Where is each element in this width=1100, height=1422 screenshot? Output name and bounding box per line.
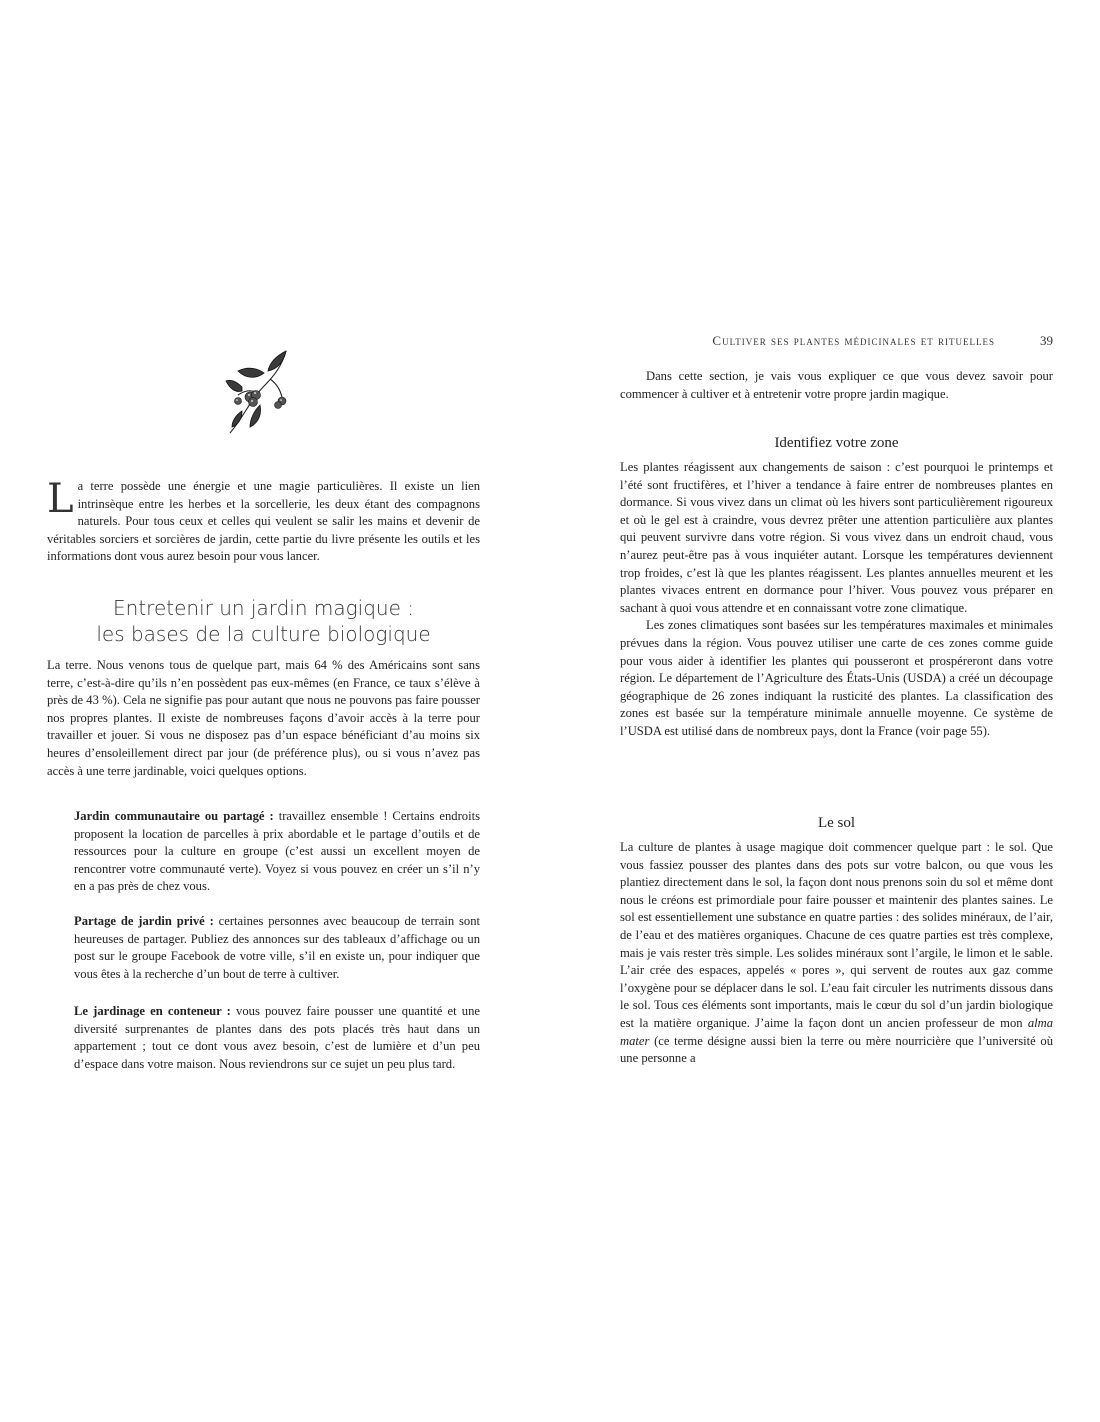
body-text-left	[47, 657, 480, 780]
raspberry-branch-illustration	[220, 345, 292, 437]
soil-heading: Le sol	[817, 815, 856, 831]
latin-term: alma mater	[620, 1015, 1053, 1048]
section-intro	[620, 368, 1053, 403]
option-item	[74, 913, 480, 983]
option-item	[74, 1003, 480, 1073]
running-title: Cultiver ses plantes médicinales et rituelles	[712, 333, 995, 348]
soil-text-end: (ce terme désigne aussi bien la terre ou mère nourricière que l’université où une personne a	[620, 1033, 1053, 1066]
section-intro-paragraph: Dans cette section, je vais vous expliquer ce que vous devez savoir pour commencer à cultiver et à entretenir votre propre jardin magique.	[620, 369, 1053, 401]
zone-section	[620, 459, 1053, 741]
option-item	[74, 808, 480, 896]
option-term: Partage de jardin privé :	[74, 914, 214, 928]
section-heading-line1: Entretenir un jardin magique :	[113, 596, 414, 620]
option-term: Le jardinage en conteneur :	[74, 1004, 231, 1018]
option-text: vous pouvez faire pousser une quantité et une diversité surprenantes de plantes dans des pots placés très haut dans un appartement ; tout ce dont vous avez besoin, c’est de lumière et d’un peu d’espace dans votre maison. Nous reviendrons sur ce sujet un peu plus tard.	[74, 1004, 480, 1071]
option-text: travaillez ensemble ! Certains endroits proposent la location de parcelles à prix abordable et le partage d’outils et de ressources pour la culture en groupe (c’est aussi un excellent moyen de rencontrer votre communauté verte). Voyez si vous pouvez en créer un s’il n’y en a pas près de chez vous.	[74, 809, 480, 894]
drop-cap: L	[47, 476, 74, 522]
soil-text-start: La culture de plantes à usage magique doit commencer quelque part : le sol. Que vous fassiez pousser des plantes dans des pots sur votre balcon, ou que vous les plantiez directement dans le sol, la façon dont nous prenons soin du sol et même dont nous le créons est primordiale pour faire pousser et maintenir des plantes saines. Le sol est essentiellement une substance en quatre parties : des solides minéraux, de l’air, de l’eau et des matières organiques. Chacune de ces quatre parties est très complexe, mais je vais rester très simple. Les solides minéraux sont l’argile, le limon et le sable. L’air crée des espaces, appelés « pores », qui servent de routes aux gaz comme l’oxygène pour se déplacer dans le sol. L’eau fait circuler les nutriments dissous dans le sol. Tous ces éléments sont importants, mais le cœur du sol d’un jardin biologique est la matière organique. J’aime la façon dont un ancien professeur de mon	[620, 840, 1053, 1030]
chapter-intro	[47, 478, 480, 566]
zone-heading: Identifiez votre zone	[774, 435, 899, 451]
option-term: Jardin communautaire ou partagé :	[74, 809, 274, 823]
zone-paragraph-2: Les zones climatiques sont basées sur les températures maximales et minimales prévues dans la région. Vous pouvez utiliser une carte de ces zones comme guide pour vous aider à identifier les plantes qui pousseront et prospéreront dans votre région. Le département de l’Agriculture des États-Unis (USDA) a créé un découpage géographique de 26 zones indiquant la rusticité des plantes. La classification des zones est basée sur la température minimale annuelle moyenne. Ce système de l’USDA est utilisé dans de nombreux pays, dont la France (voir page 55).	[620, 618, 1053, 738]
section-heading	[47, 595, 480, 647]
soil-section	[620, 839, 1053, 1068]
section-heading-line2: les bases de la culture biologique	[96, 622, 431, 646]
option-text: certaines personnes avec beaucoup de terrain sont heureuses de partager. Publiez des annonces sur des tableaux d’affichage ou un post sur le groupe Facebook de votre ville, s’il en existe un, pour indiquer que vous êtes à la recherche d’un bout de terre à cultiver.	[74, 914, 481, 981]
paragraph-land: La terre. Nous venons tous de quelque part, mais 64 % des Américains sont sans terre, c’est-à-dire qu’ils n’en possèdent pas eux-mêmes (en France, ce taux s’élève à près de 43 %). Cela ne signifie pas pour autant que nous ne pouvons pas faire pousser nos propres plantes. Il existe de nombreuses façons d’avoir accès à la terre pour travailler et jouer. Si vous ne disposez pas d’un espace bénéficiant d’au moins six heures d’ensoleillement direct par jour (de préférence plus), ou si vous n’avez pas accès à une terre jardinable, voici quelques options.	[47, 658, 480, 778]
page-number: 39	[1040, 333, 1053, 348]
running-header	[620, 333, 1053, 349]
intro-paragraph: a terre possède une énergie et une magie particulières. Il existe un lien intrinsèque entre les herbes et la sorcellerie, les deux étant des compagnons naturels. Pour tous ceux et celles qui veulent se salir les mains et devenir de véritables sorciers et sorcières de jardin, cette partie du livre présente les outils et les informations dont vous aurez besoin pour vous lancer.	[47, 479, 480, 564]
soil-paragraph	[620, 839, 1053, 1068]
zone-paragraph-1: Les plantes réagissent aux changements de saison : c’est pourquoi le printemps et l’été sont fructifères, et l’hiver a tendance à faire entrer de nombreuses plantes en dormance. Si vous vivez dans un climat où les hivers sont particulièrement rigoureux et où le gel est à craindre, vous devrez prêter une attention particulière aux plantes qui peuvent survivre dans votre région. Si vous vivez dans un endroit chaud, vous n’aurez peut-être pas à vous inquiéter autant. Lorsque les températures deviennent trop froides, c’est là que les plantes réagissent. Les plantes annuelles meurent et les plantes vivaces entrent en dormance pour l’hiver. Vous pouvez vous préparer en sachant à quoi vous attendre et en connaissant votre zone climatique.	[620, 460, 1053, 615]
